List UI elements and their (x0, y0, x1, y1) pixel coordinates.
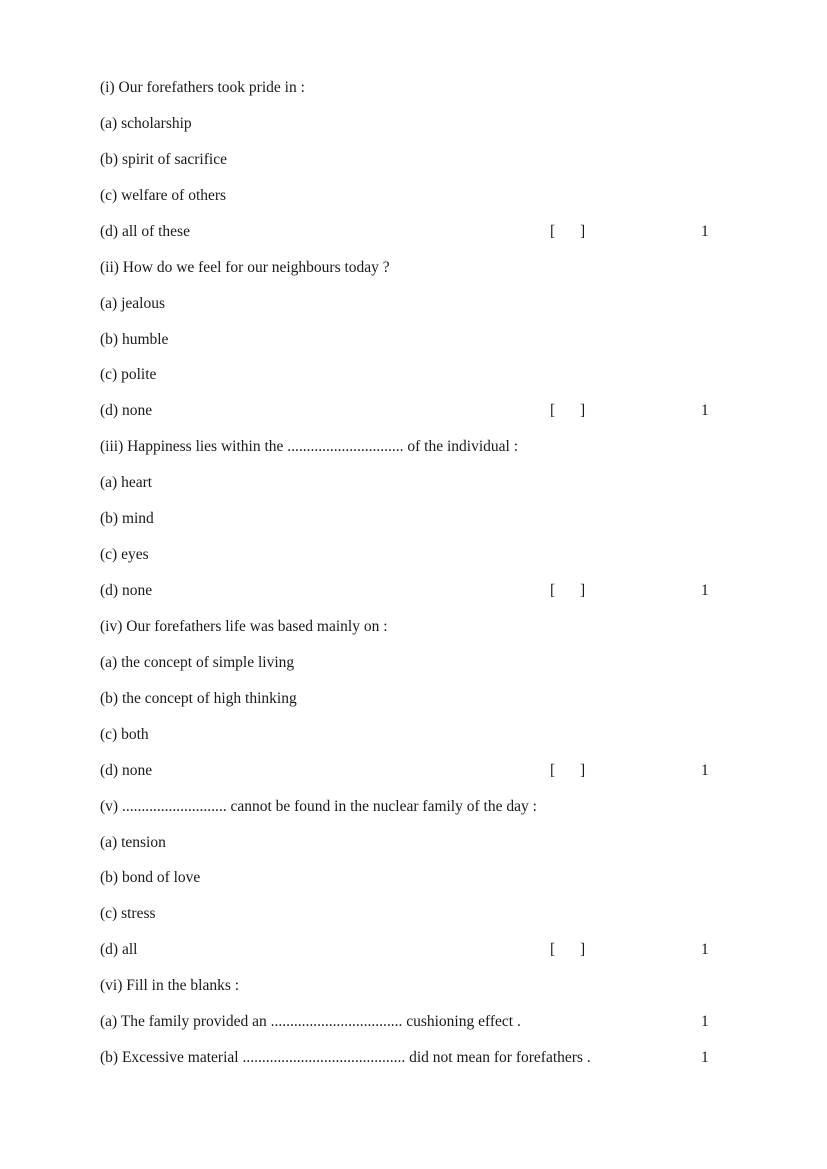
option-text: (a) tension (100, 833, 166, 851)
option-text: (c) both (100, 725, 149, 743)
question-text: (v) ........................... cannot be found in the nuclear family of the day : (100, 797, 537, 815)
option-text: (b) spirit of sacrifice (100, 150, 227, 168)
option-text: (a) jealous (100, 294, 165, 312)
answer-bracket-open: [ (550, 402, 556, 420)
option-text: (c) stress (100, 905, 156, 923)
option-text: (d) none (100, 402, 153, 420)
option-text: (b) bond of love (100, 869, 201, 887)
question-text: (iii) Happiness lies within the .............................. of the individual : (100, 438, 519, 456)
option-text: (d) none (100, 761, 153, 779)
answer-bracket-close: ] (580, 941, 586, 959)
question-text: (i) Our forefathers took pride in : (100, 79, 305, 96)
option-text: (d) all (100, 941, 138, 959)
option-text: (d) none (100, 582, 153, 600)
option-text: (a) scholarship (100, 114, 192, 132)
option-text: (a) heart (100, 474, 153, 492)
marks-value: 1 (701, 582, 709, 600)
marks-value: 1 (701, 941, 709, 959)
answer-bracket-close: ] (580, 222, 586, 240)
marks-value: 1 (701, 761, 709, 779)
marks-value: 1 (701, 222, 709, 240)
question-text: (ii) How do we feel for our neighbours today ? (100, 258, 390, 276)
question-text: (vi) Fill in the blanks : (100, 977, 240, 995)
answer-bracket-close: ] (580, 761, 586, 779)
marks-value: 1 (701, 1013, 709, 1031)
answer-bracket-open: [ (550, 941, 556, 959)
answer-bracket-open: [ (550, 222, 556, 240)
answer-bracket-open: [ (550, 761, 556, 779)
answer-bracket-open: [ (550, 582, 556, 600)
option-text: (a) the concept of simple living (100, 653, 295, 671)
answer-bracket-close: ] (580, 582, 586, 600)
marks-value: 1 (701, 1049, 709, 1067)
option-text: (b) the concept of high thinking (100, 689, 297, 707)
option-text: (c) eyes (100, 546, 149, 564)
option-text: (b) mind (100, 510, 154, 528)
option-text: (d) all of these (100, 222, 190, 240)
option-text: (a) The family provided an .................................. cushioning effect . (100, 1013, 521, 1031)
answer-bracket-close: ] (580, 402, 586, 420)
option-text: (b) humble (100, 330, 169, 348)
option-text: (c) welfare of others (100, 186, 227, 204)
marks-value: 1 (701, 402, 709, 420)
question-text: (iv) Our forefathers life was based mainly on : (100, 617, 388, 635)
option-text: (b) Excessive material .......................................... did not mean for forefathers . (100, 1049, 591, 1067)
option-text: (c) polite (100, 366, 157, 384)
